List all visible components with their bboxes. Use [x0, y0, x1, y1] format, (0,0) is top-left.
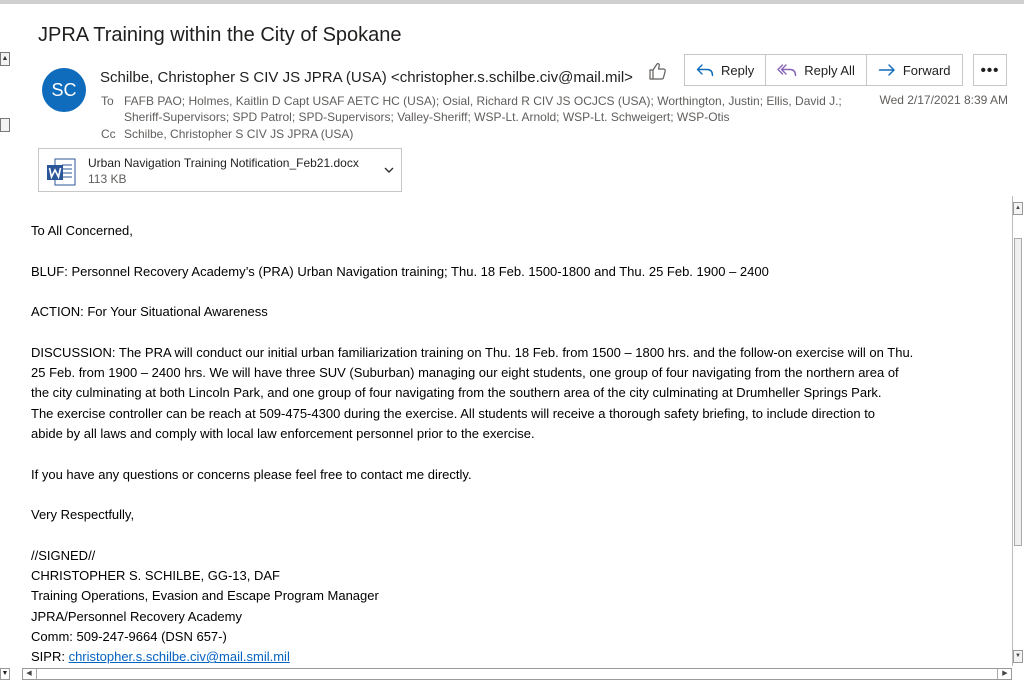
forward-label: Forward [902, 62, 951, 78]
attachment-card[interactable] [38, 148, 402, 192]
signature-name: CHRISTOPHER S. SCHILBE, GG-13, DAF [31, 568, 280, 584]
to-label: To [101, 94, 114, 108]
closing-line: Very Respectfully, [31, 507, 135, 523]
signed-line: //SIGNED// [31, 547, 96, 563]
attachment-name: Urban Navigation Training Notification_Feb21.docx [88, 156, 359, 170]
sender-name[interactable]: Schilbe, Christopher S CIV JS JPRA (USA) <christopher.s.schilbe.civ@mail.mil> [100, 69, 633, 86]
chevron-down-icon[interactable] [383, 163, 395, 181]
questions-line: If you have any questions or concerns please feel free to contact me directly. [31, 466, 472, 482]
reply-all-button[interactable] [766, 55, 867, 85]
scroll-right-arrow-icon[interactable]: ▶ [1002, 670, 1008, 677]
message-body [31, 221, 1006, 668]
bluf-line: BLUF: Personnel Recovery Academy’s (PRA) Urban Navigation training; Thu. 18 Feb. 1500-1800 and Thu. 25 Feb. 1900 – 2400 [31, 263, 769, 279]
greeting: To All Concerned, [31, 223, 133, 238]
reply-all-label: Reply All [804, 62, 855, 78]
horizontal-scrollbar[interactable] [22, 668, 1012, 680]
scroll-up-arrow-icon[interactable]: ▲ [1013, 202, 1023, 215]
reply-all-arrow-icon [777, 63, 797, 77]
like-button[interactable] [640, 58, 676, 84]
discussion-line-4: The exercise controller can be reach at 509-475-4300 during the exercise. All students will receive a thorough safety briefing, to include direction to [31, 405, 876, 421]
signature-comm: Comm: 509-247-9664 (DSN 657-) [31, 628, 227, 644]
more-actions-button[interactable]: ••• [973, 54, 1007, 86]
signature-sipr [31, 647, 1006, 667]
to-recipients[interactable] [124, 93, 842, 125]
reply-label: Reply [721, 62, 755, 78]
email-subject: JPRA Training within the City of Spokane [38, 24, 402, 46]
to-recipients-line-1[interactable]: FAFB PAO; Holmes, Kaitlin D Capt USAF AETC HC (USA); Osial, Richard R CIV JS OCJCS (USA); Worthington, Justin; Ellis, David J.; [124, 94, 842, 108]
forward-button[interactable] [867, 55, 962, 85]
forward-arrow-icon [878, 63, 896, 77]
scroll-left-arrow-icon[interactable]: ◀ [26, 670, 32, 677]
vertical-scroll-thumb[interactable] [1014, 238, 1022, 546]
signature-org: JPRA/Personnel Recovery Academy [31, 608, 242, 624]
to-recipients-line-2[interactable]: Sheriff-Supervisors; SPD Patrol; SPD-Supervisors; Valley-Sheriff; WSP-Lt. Arnold; WSP-Lt. Schweigert; WSP-Otis [124, 110, 730, 124]
bottom-left-scroll-arrow-icon[interactable]: ▼ [0, 668, 10, 680]
attachment-size: 113 KB [88, 172, 127, 186]
reply-button[interactable] [685, 55, 766, 85]
discussion-line-1: DISCUSSION: The PRA will conduct our initial urban familiarization training on Thu. 18 Feb. from 1500 – 1800 hrs. and the follow-on exercise will on Thu. [31, 344, 914, 360]
left-pane-scroll-thumb[interactable] [0, 118, 10, 132]
scroll-down-arrow-icon[interactable]: ▼ [1013, 650, 1023, 663]
reply-toolbar [684, 54, 963, 86]
window-top-edge [0, 0, 1024, 4]
avatar[interactable]: SC [42, 68, 86, 112]
sipr-email-link[interactable]: christopher.s.schilbe.civ@mail.smil.mil [68, 649, 290, 665]
vertical-scrollbar[interactable] [1012, 196, 1024, 666]
horizontal-scroll-thumb[interactable] [36, 669, 998, 679]
reply-arrow-icon [696, 63, 714, 77]
sipr-label: SIPR: [31, 649, 69, 665]
left-pane-up-arrow-icon[interactable]: ▲ [0, 52, 10, 66]
action-line: ACTION: For Your Situational Awareness [31, 304, 268, 320]
cc-label: Cc [101, 127, 116, 141]
cc-recipients[interactable]: Schilbe, Christopher S CIV JS JPRA (USA) [124, 127, 354, 141]
thumbs-up-icon [648, 61, 668, 81]
discussion-line-3: the city culminating at both Lincoln Park, and one group of four navigating from the southern area of the city culminating at Drumheller Springs Park. [31, 385, 882, 401]
word-doc-icon [46, 158, 76, 191]
discussion-line-5: abide by all laws and comply with local law enforcement personnel prior to the exercise. [31, 425, 535, 441]
discussion-line-2: 25 Feb. from 1900 – 2400 hrs. We will have three SUV (Suburban) managing our eight students, one group of four navigating from the northern area of [31, 365, 899, 381]
signature-title: Training Operations, Evasion and Escape Program Manager [31, 588, 379, 604]
sent-date: Wed 2/17/2021 8:39 AM [879, 93, 1008, 107]
